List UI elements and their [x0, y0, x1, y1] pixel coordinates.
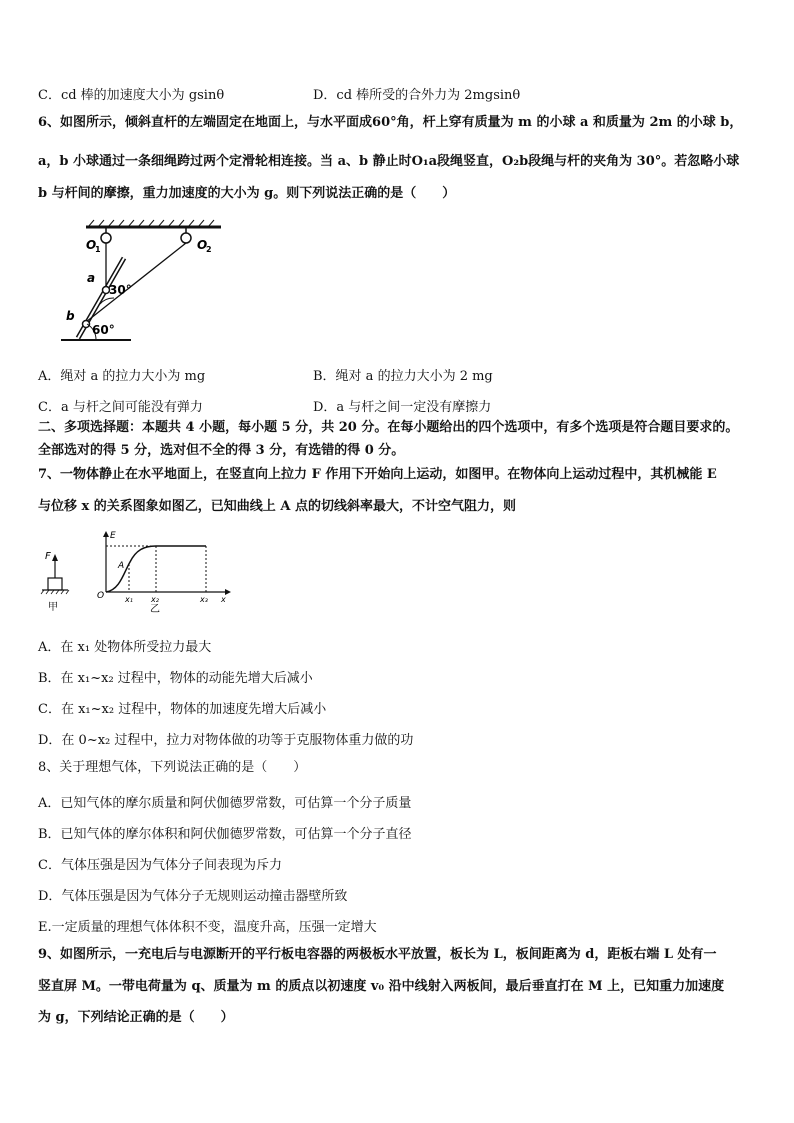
label-O: O: [97, 591, 105, 601]
q6-stem-line3: b 与杆间的摩擦，重力加速度的大小为 g。则下列说法正确的是（ ）: [38, 186, 456, 201]
q8-option-c: C．气体压强是因为气体分子间表现为斥力: [38, 858, 282, 873]
q8-stem: 8、关于理想气体，下列说法正确的是（ ）: [38, 760, 307, 775]
q6-stem-line2: a，b 小球通过一条细绳跨过两个定滑轮相连接。当 a、b 静止时O₁a段绳竖直，O₂b段绳与杆的夹角为 30°。若忽略小球: [38, 154, 740, 169]
pulley-o2: [181, 233, 191, 243]
ball-b: [83, 321, 90, 328]
string-o2b: [86, 243, 186, 322]
q6-option-b: B．绳对 a 的拉力大小为 2 mg: [313, 369, 493, 384]
label-o2: O: [197, 238, 208, 252]
label-jia: 甲: [48, 602, 58, 613]
q6-option-d: D．a 与杆之间一定没有摩擦力: [313, 400, 492, 415]
q6-option-a: A．绳对 a 的拉力大小为 mg: [38, 369, 206, 384]
q9-stem-line2: 竖直屏 M。一带电荷量为 q、质量为 m 的质点以初速度 v₀ 沿中线射入两板间，最后垂直打在 M 上，已知重力加速度: [38, 979, 725, 994]
label-x: x: [221, 595, 226, 604]
q7-stem-line2: 与位移 x 的关系图象如图乙，已知曲线上 A 点的切线斜率最大，不计空气阻力，则: [38, 499, 516, 514]
section2-line1: 二、多项选择题：本题共 4 小题，每小题 5 分，共 20 分。在每小题给出的四个选项中，有多个选项是符合题目要求的。: [38, 420, 739, 435]
q6-option-c: C．a 与杆之间可能没有弹力: [38, 400, 203, 415]
pulley-o1: [101, 233, 111, 243]
q8-option-d: D．气体压强是因为气体分子无规则运动撞击器壁所致: [38, 889, 348, 904]
section2-line2: 全部选对的得 5 分，选对但不全的得 3 分，有选错的得 0 分。: [38, 443, 405, 458]
label-a: a: [87, 271, 96, 285]
q7-stem-line1: 7、一物体静止在水平地面上，在竖直向上拉力 F 作用下开始向上运动，如图甲。在物体向上运动过程中，其机械能 E: [38, 467, 717, 482]
q6-stem-line1: 6、如图所示，倾斜直杆的左端固定在地面上，与水平面成60°角，杆上穿有质量为 m 的小球 a 和质量为 2m 的小球 b，: [38, 115, 743, 130]
q8-option-e: E.一定质量的理想气体体积不变，温度升高，压强一定增大: [38, 920, 377, 935]
q5-option-c: C．cd 棒的加速度大小为 gsinθ: [38, 88, 225, 103]
label-E: E: [110, 531, 116, 541]
q7-option-a: A．在 x₁ 处物体所受拉力最大: [38, 640, 212, 655]
svg-text:2: 2: [206, 245, 212, 254]
svg-text:1: 1: [95, 245, 101, 254]
label-x1: x₁: [125, 595, 133, 604]
q7-option-d: D．在 0~x₂ 过程中，拉力对物体做的功等于克服物体重力做的功: [38, 733, 414, 748]
label-60deg: 60°: [92, 323, 115, 337]
q7-figure: [38, 528, 238, 616]
label-o1: O: [86, 238, 97, 252]
q6-figure: [56, 212, 236, 350]
block: [48, 578, 62, 590]
q7-option-b: B．在 x₁~x₂ 过程中，物体的动能先增大后减小: [38, 671, 313, 686]
q9-stem-line3: 为 g，下列结论正确的是（ ）: [38, 1010, 234, 1025]
q8-option-b: B．已知气体的摩尔体积和阿伏伽德罗常数，可估算一个分子直径: [38, 827, 412, 842]
label-F: F: [45, 551, 51, 562]
label-yi: 乙: [150, 604, 160, 615]
q8-option-a: A．已知气体的摩尔质量和阿伏伽德罗常数，可估算一个分子质量: [38, 796, 412, 811]
label-A: A: [118, 561, 125, 571]
q9-stem-line1: 9、如图所示，一充电后与电源断开的平行板电容器的两极板水平放置，板长为 L，板间距离为 d，距板右端 L 处有一: [38, 947, 717, 962]
q5-option-d: D．cd 棒所受的合外力为 2mgsinθ: [313, 88, 521, 103]
label-x3: x₃: [200, 595, 208, 604]
label-b: b: [66, 309, 75, 323]
q7-option-c: C．在 x₁~x₂ 过程中，物体的加速度先增大后减小: [38, 702, 327, 717]
label-x2: x₂: [151, 595, 159, 604]
label-30deg: 30°: [109, 283, 132, 297]
